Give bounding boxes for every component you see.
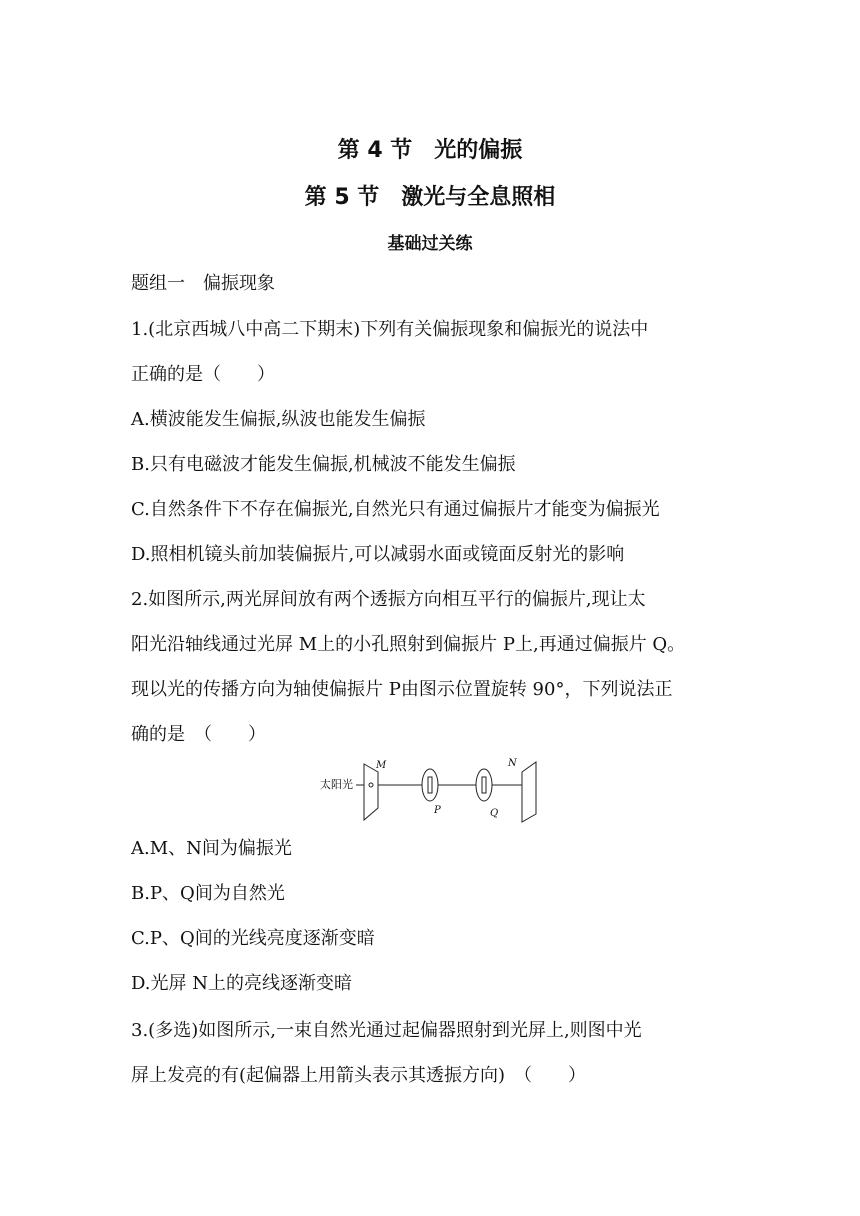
- group-heading: 题组一 偏振现象: [131, 273, 275, 294]
- polarizer-figure: [318, 758, 543, 824]
- q2-stem-line2: 阳光沿轴线通过光屏 M上的小孔照射到偏振片 P上,再通过偏振片 Q。: [131, 634, 686, 655]
- q2-option-d: D.光屏 N上的亮线逐渐变暗: [131, 973, 352, 994]
- q2-stem-line3: 现以光的传播方向为轴使偏振片 P由图示位置旋转 90°，下列说法正: [131, 679, 673, 700]
- q1-option-b: B.只有电磁波才能发生偏振,机械波不能发生偏振: [131, 454, 516, 475]
- subtitle: 基础过关练: [387, 234, 473, 254]
- pinhole: [369, 783, 373, 787]
- q1-option-c: C.自然条件下不存在偏振光,自然光只有通过偏振片才能变为偏振光: [131, 499, 660, 520]
- q2-option-b: B.P、Q间为自然光: [131, 883, 285, 904]
- q3-stem-line2: 屏上发亮的有(起偏器上用箭头表示其透振方向) （ ）: [131, 1065, 587, 1086]
- q1-option-d: D.照相机镜头前加装偏振片,可以减弱水面或镜面反射光的影响: [131, 544, 625, 565]
- q2-stem-line4: 确的是 （ ）: [131, 724, 266, 745]
- label-p: P: [434, 805, 441, 816]
- section-5-title: 第 5 节 激光与全息照相: [304, 185, 556, 210]
- sunlight-label: 太阳光: [320, 778, 353, 791]
- q2-option-a: A.M、N间为偏振光: [131, 838, 292, 859]
- polarizer-p-slit: [428, 777, 432, 793]
- q1-stem-line2: 正确的是（ ）: [131, 364, 275, 385]
- q2-option-c: C.P、Q间的光线亮度逐渐变暗: [131, 928, 375, 949]
- q1-stem-line1: 1.(北京西城八中高二下期末)下列有关偏振现象和偏振光的说法中: [131, 319, 649, 340]
- polarizer-q-slit: [482, 777, 486, 793]
- screen-n: [522, 762, 536, 822]
- label-q: Q: [490, 808, 499, 819]
- q3-stem-line1: 3.(多选)如图所示,一束自然光通过起偏器照射到光屏上,则图中光: [131, 1020, 642, 1041]
- screen-m: [364, 764, 378, 820]
- section-4-title: 第 4 节 光的偏振: [337, 138, 523, 163]
- label-m: M: [376, 760, 387, 771]
- q2-stem-line1: 2.如图所示,两光屏间放有两个透振方向相互平行的偏振片,现让太: [131, 589, 646, 610]
- q1-option-a: A.横波能发生偏振,纵波也能发生偏振: [131, 409, 426, 430]
- label-n: N: [508, 758, 517, 769]
